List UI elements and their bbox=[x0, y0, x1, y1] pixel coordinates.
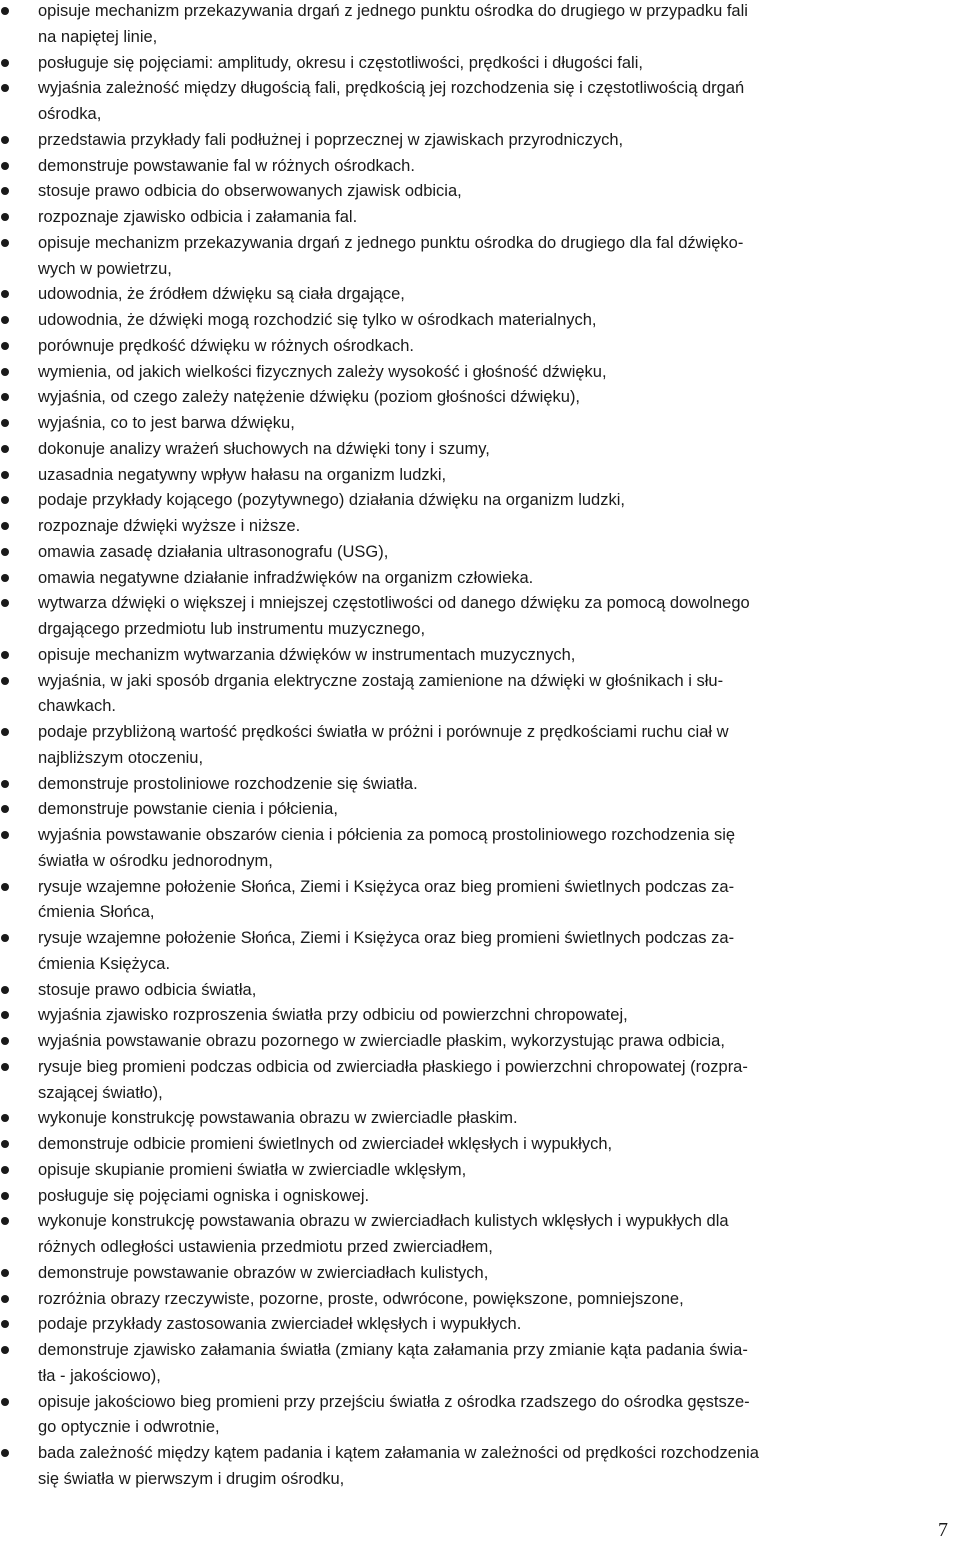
list-item-text: demonstruje powstawanie obrazów w zwierciadłach kulistych, bbox=[38, 1263, 489, 1282]
bullet-icon bbox=[1, 548, 9, 556]
list-item-text: wyjaśnia zjawisko rozproszenia światła przy odbiciu od powierzchni chropowatej, bbox=[38, 1006, 628, 1025]
list-item-text: rysuje bieg promieni podczas odbicia od zwierciadła płaskiego i powierzchni chropowatej (rozpra- bbox=[38, 1057, 748, 1076]
bullet-icon bbox=[1, 59, 9, 67]
bullet-icon bbox=[1, 522, 9, 530]
page-number: 7 bbox=[938, 1519, 948, 1541]
list-item-text: opisuje mechanizm wytwarzania dźwięków w instrumentach muzycznych, bbox=[38, 645, 576, 664]
bullet-icon bbox=[1, 1140, 9, 1148]
list-item-text: demonstruje zjawisko załamania światła (zmiany kąta załamania przy zmianie kąta padania świa- bbox=[38, 1341, 748, 1359]
list-item-text: na napiętej linie, bbox=[38, 27, 158, 46]
list-item-text: ćmienia Słońca, bbox=[38, 903, 155, 922]
list-item-text: opisuje skupianie promieni światła w zwierciadle wklęsłym, bbox=[38, 1160, 467, 1179]
list-item-text: szającej światło), bbox=[38, 1083, 163, 1102]
bullet-icon bbox=[1, 1011, 9, 1019]
list-item-text: ćmienia Księżyca. bbox=[38, 954, 171, 973]
bullet-icon bbox=[1, 187, 9, 195]
list-item-text: posługuje się pojęciami: amplitudy, okresu i częstotliwości, prędkości i długości fali, bbox=[38, 53, 643, 72]
list-item-text: przedstawia przykłady fali podłużnej i poprzecznej w zjawiskach przyrodniczych, bbox=[38, 130, 624, 149]
list-item-text: wyjaśnia, od czego zależy natężenie dźwięku (poziom głośności dźwięku), bbox=[38, 388, 581, 407]
bullet-icon bbox=[1, 1166, 9, 1174]
bullet-icon bbox=[1, 1320, 9, 1328]
bullet-icon bbox=[1, 599, 9, 607]
bullet-icon bbox=[1, 934, 9, 942]
bullet-icon bbox=[1, 1114, 9, 1122]
bullet-icon bbox=[1, 651, 9, 659]
list-item-text: wytwarza dźwięki o większej i mniejszej częstotliwości od danego dźwięku za pomocą dowolnego bbox=[38, 594, 750, 613]
list-item-text: demonstruje powstanie cienia i półcienia, bbox=[38, 800, 338, 819]
list-item-text: posługuje się pojęciami ogniska i ogniskowej. bbox=[38, 1186, 370, 1205]
bullet-icon bbox=[1, 84, 9, 92]
bullet-icon bbox=[1, 7, 9, 15]
list-item-text: wymienia, od jakich wielkości fizycznych zależy wysokość i głośność dźwięku, bbox=[38, 362, 607, 381]
bullet-icon bbox=[1, 1295, 9, 1303]
bullet-icon bbox=[1, 805, 9, 813]
bullet-icon bbox=[1, 831, 9, 839]
list-item-text: go optycznie i odwrotnie, bbox=[38, 1418, 220, 1437]
list-item-text: opisuje jakościowo bieg promieni przy przejściu światła z ośrodka rzadszego do ośrodka gęstsze- bbox=[38, 1392, 750, 1411]
bullet-icon bbox=[1, 883, 9, 891]
list-item-text: porównuje prędkość dźwięku w różnych ośrodkach. bbox=[38, 336, 415, 355]
bullet-icon bbox=[1, 213, 9, 221]
list-item-text: rozpoznaje dźwięki wyższe i niższe. bbox=[38, 517, 301, 535]
bullet-icon bbox=[1, 316, 9, 324]
list-item-text: chawkach. bbox=[38, 697, 116, 716]
list-item-text: drgającego przedmiotu lub instrumentu muzycznego, bbox=[38, 620, 426, 638]
list-item-text: udowodnia, że dźwięki mogą rozchodzić się tylko w ośrodkach materialnych, bbox=[38, 311, 597, 329]
bullet-icon bbox=[1, 368, 9, 376]
list-item-text: stosuje prawo odbicia światła, bbox=[38, 980, 257, 999]
bullet-icon bbox=[1, 1346, 9, 1354]
bullet-icon bbox=[1, 728, 9, 736]
list-item-text: różnych odległości ustawienia przedmiotu przed zwierciadłem, bbox=[38, 1238, 493, 1256]
list-item-text: się światła w pierwszym i drugim ośrodku, bbox=[38, 1469, 345, 1488]
list-item-text: uzasadnia negatywny wpływ hałasu na organizm ludzki, bbox=[38, 465, 447, 484]
list-item-text: wyjaśnia, w jaki sposób drgania elektryczne zostają zamienione na dźwięki w głośnikach i słu- bbox=[38, 671, 724, 690]
list-item-text: opisuje mechanizm przekazywania drgań z jednego punktu ośrodka do drugiego w przypadku fali bbox=[38, 2, 748, 20]
list-item-text: wykonuje konstrukcję powstawania obrazu w zwierciadle płaskim. bbox=[38, 1109, 518, 1128]
list-item-text: wyjaśnia powstawanie obszarów cienia i półcienia za pomocą prostoliniowego rozchodzenia się bbox=[38, 826, 736, 844]
list-item-text: tła - jakościowo), bbox=[38, 1366, 161, 1385]
bullet-icon bbox=[1, 1217, 9, 1225]
list-item-text: demonstruje prostoliniowe rozchodzenie się światła. bbox=[38, 774, 418, 793]
list-item-text: podaje przykłady kojącego (pozytywnego) działania dźwięku na organizm ludzki, bbox=[38, 491, 625, 510]
list-item-text: stosuje prawo odbicia do obserwowanych zjawisk odbicia, bbox=[38, 182, 462, 201]
list-item-text: wyjaśnia zależność między długością fali, prędkością jej rozchodzenia się i częstotliwością drgań bbox=[38, 79, 745, 98]
bullet-icon bbox=[1, 239, 9, 247]
bullet-icon bbox=[1, 986, 9, 994]
list-item-text: dokonuje analizy wrażeń słuchowych na dźwięki tony i szumy, bbox=[38, 439, 490, 458]
bullet-icon bbox=[1, 471, 9, 479]
list-item-text: rysuje wzajemne położenie Słońca, Ziemi i Księżyca oraz bieg promieni świetlnych podczas za- bbox=[38, 877, 735, 896]
bullet-icon bbox=[1, 496, 9, 504]
list-item-text: podaje przybliżoną wartość prędkości światła w próżni i porównuje z prędkościami ruchu ciał w bbox=[38, 723, 729, 741]
list-item-text: wykonuje konstrukcję powstawania obrazu w zwierciadłach kulistych wklęsłych i wypukłych dla bbox=[38, 1212, 729, 1231]
bullet-icon bbox=[1, 1269, 9, 1277]
list-item-text: bada zależność między kątem padania i kątem załamania w zależności od prędkości rozchodzenia bbox=[38, 1444, 759, 1462]
list-item-text: wyjaśnia powstawanie obrazu pozornego w zwierciadle płaskim, wykorzystując prawa odbicia, bbox=[38, 1032, 725, 1050]
list-item-text: rozróżnia obrazy rzeczywiste, pozorne, proste, odwrócone, powiększone, pomniejszone, bbox=[38, 1289, 684, 1308]
list-item-text: udowodnia, że źródłem dźwięku są ciała drgające, bbox=[38, 285, 405, 304]
list-item-text: najbliższym otoczeniu, bbox=[38, 748, 204, 767]
bullet-icon bbox=[1, 290, 9, 298]
list-item-text: wych w powietrzu, bbox=[38, 259, 172, 278]
bullet-icon bbox=[1, 1449, 9, 1457]
list-item-text: demonstruje odbicie promieni świetlnych od zwierciadeł wklęsłych i wypukłych, bbox=[38, 1135, 613, 1153]
bullet-icon bbox=[1, 677, 9, 685]
list-item-text: rozpoznaje zjawisko odbicia i załamania fal. bbox=[38, 208, 358, 226]
list-item-text: demonstruje powstawanie fal w różnych ośrodkach. bbox=[38, 156, 415, 175]
list-item-text: rysuje wzajemne położenie Słońca, Ziemi i Księżyca oraz bieg promieni świetlnych podczas za- bbox=[38, 929, 735, 947]
bullet-icon bbox=[1, 393, 9, 401]
bullet-icon bbox=[1, 574, 9, 582]
bullet-icon bbox=[1, 1192, 9, 1200]
bullet-icon bbox=[1, 342, 9, 350]
list-item-text: omawia zasadę działania ultrasonografu (USG), bbox=[38, 542, 389, 561]
bullet-icon bbox=[1, 162, 9, 170]
list-item-text: podaje przykłady zastosowania zwierciadeł wklęsłych i wypukłych. bbox=[38, 1315, 522, 1334]
bullet-icon bbox=[1, 1037, 9, 1045]
list-item-text: światła w ośrodku jednorodnym, bbox=[38, 851, 273, 870]
list-item-text: ośrodka, bbox=[38, 105, 102, 123]
bullet-icon bbox=[1, 419, 9, 427]
bullet-icon bbox=[1, 780, 9, 788]
bullet-icon bbox=[1, 1398, 9, 1406]
bullet-icon bbox=[1, 1063, 9, 1071]
bullet-icon bbox=[1, 136, 9, 144]
bullet-icon bbox=[1, 445, 9, 453]
list-item-text: opisuje mechanizm przekazywania drgań z jednego punktu ośrodka do drugiego dla fal dźwięko- bbox=[38, 233, 744, 252]
list-item-text: wyjaśnia, co to jest barwa dźwięku, bbox=[38, 414, 295, 432]
list-item-text: omawia negatywne działanie infradźwięków na organizm człowieka. bbox=[38, 568, 534, 587]
